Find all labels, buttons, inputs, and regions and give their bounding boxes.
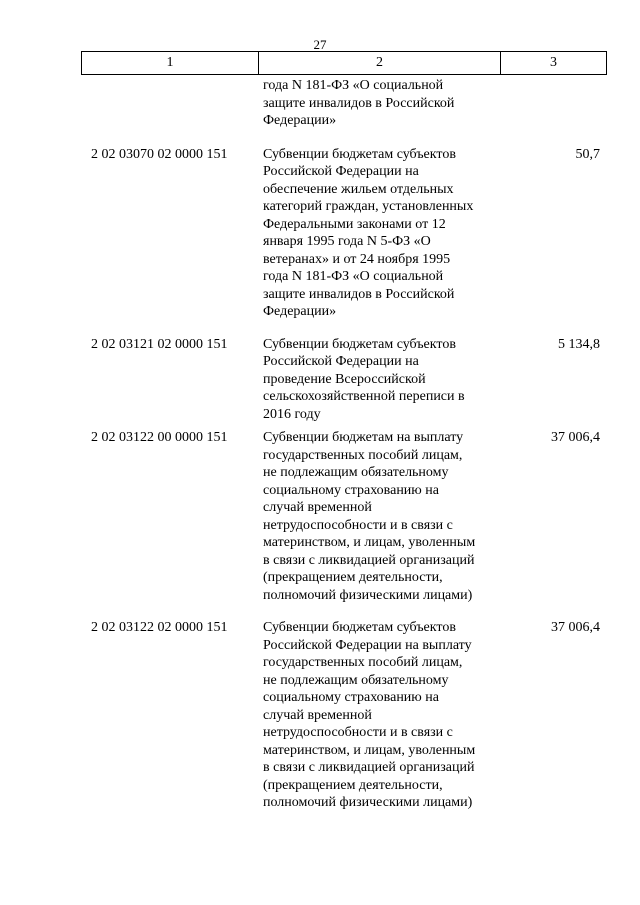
description-line: проведение Всероссийской [263, 371, 426, 387]
table-row [0, 77, 640, 130]
row-description [263, 619, 508, 812]
row-amount: 37 006,4 [551, 620, 600, 635]
description-line: нетрудоспособности и в связи с [263, 517, 453, 533]
description-line: полномочий физическими лицами) [263, 795, 473, 810]
row-amount: 5 134,8 [558, 336, 600, 352]
column-header-2: 2 [259, 52, 501, 74]
description-line: Федерации» [263, 113, 337, 128]
description-line: материнством, и лицам, уволенным [263, 742, 476, 758]
description-line: категорий граждан, установленных [263, 199, 474, 214]
row-code: 2 02 03121 02 0000 151 [91, 336, 228, 352]
description-line: Субвенции бюджетам субъектов [263, 336, 456, 352]
description-line: (прекращением деятельности, [263, 570, 443, 585]
description-line: Российской Федерации на выплату [263, 637, 472, 653]
row-code: 2 02 03070 02 0000 151 [91, 146, 228, 162]
row-description [263, 146, 508, 321]
description-line: обеспечение жильем отдельных [263, 181, 454, 197]
column-header-row [81, 51, 607, 75]
table-row [0, 336, 640, 424]
description-line: полномочий физическими лицами) [263, 587, 473, 603]
row-amount: 50,7 [575, 146, 600, 162]
description-line: Федеральными законами от 12 [263, 216, 446, 232]
row-amount: 37 006,4 [551, 430, 600, 445]
page-number: 27 [313, 37, 327, 52]
description-line: защите инвалидов в Российской [263, 95, 455, 111]
description-line: Субвенции бюджетам субъектов [263, 620, 456, 635]
description-line: (прекращением деятельности, [263, 777, 443, 793]
table-row [0, 146, 640, 321]
description-line: случай временной [263, 707, 372, 723]
table-body [0, 77, 640, 812]
description-line: в связи с ликвидацией организаций [263, 552, 475, 568]
row-code: 2 02 03122 00 0000 151 [91, 430, 228, 445]
description-line: Субвенции бюджетам субъектов [263, 146, 456, 162]
description-line: Российской Федерации на [263, 164, 419, 179]
row-description [263, 336, 508, 424]
description-line: года N 181-ФЗ «О социальной [263, 78, 444, 93]
row-code: 2 02 03122 02 0000 151 [91, 620, 228, 635]
description-line: Федерации» [263, 304, 337, 319]
description-line: сельскохозяйственной переписи в [263, 389, 465, 404]
description-line: социальному страхованию на [263, 690, 439, 705]
description-line: государственных пособий лицам, [263, 655, 463, 670]
description-line: не подлежащим обязательному [263, 465, 449, 480]
description-line: января 1995 года N 5-ФЗ «О [263, 234, 431, 249]
description-line: государственных пособий лицам, [263, 447, 463, 463]
column-header-3: 3 [501, 52, 607, 74]
description-line: случай временной [263, 500, 372, 515]
description-line: социальному страхованию на [263, 482, 439, 498]
description-line: года N 181-ФЗ «О социальной [263, 269, 444, 284]
row-description [263, 77, 508, 130]
description-line: не подлежащим обязательному [263, 672, 449, 688]
table-row [0, 429, 640, 604]
description-line: 2016 году [263, 406, 321, 422]
description-line: нетрудоспособности и в связи с [263, 725, 453, 740]
description-line: материнством, и лицам, уволенным [263, 535, 476, 550]
row-description [263, 429, 508, 604]
table-row [0, 619, 640, 812]
column-header-1: 1 [81, 52, 259, 74]
description-line: ветеранах» и от 24 ноября 1995 [263, 251, 451, 267]
description-line: Субвенции бюджетам на выплату [263, 430, 464, 445]
description-line: защите инвалидов в Российской [263, 286, 455, 302]
description-line: Российской Федерации на [263, 354, 419, 369]
description-line: в связи с ликвидацией организаций [263, 760, 475, 775]
